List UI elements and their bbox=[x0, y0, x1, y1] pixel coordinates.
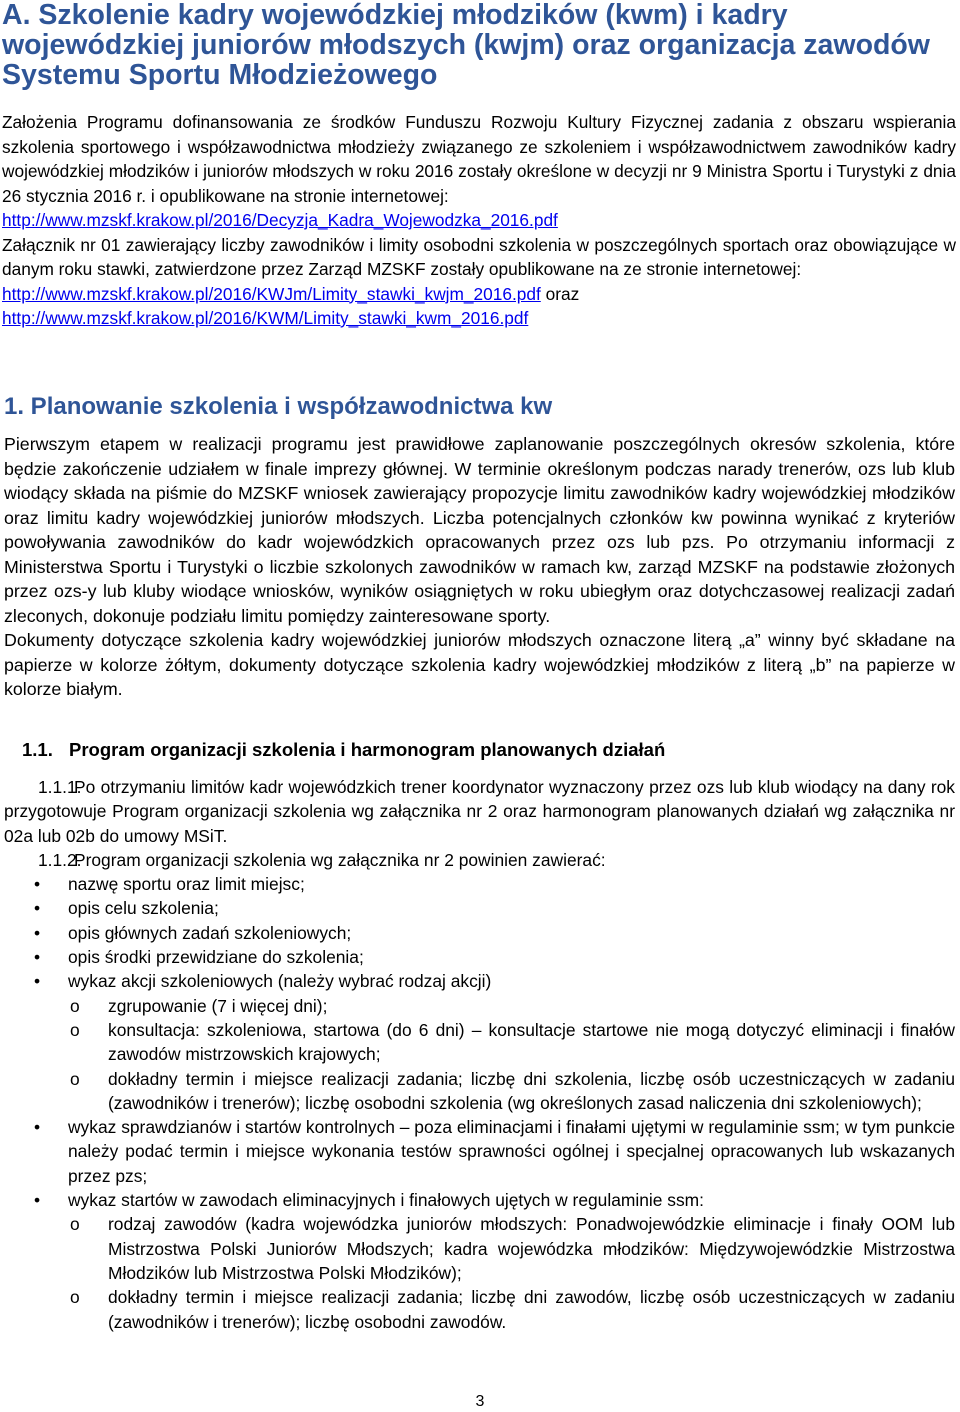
list-item: • opis głównych zadań szkoleniowych; bbox=[4, 921, 955, 945]
section-1-body bbox=[4, 432, 955, 702]
program-contents-list bbox=[4, 872, 955, 993]
list-item: • wykaz akcji szkoleniowych (należy wybrać rodzaj akcji) bbox=[4, 969, 955, 993]
planning-paragraph: Pierwszym etapem w realizacji programu jest prawidłowe zaplanowanie poszczególnych okresów szkolenia, które będzie zakończenie udziałem w finale imprezy głównej. W terminie określonym podczas narady trenerów, ozs lub klub wiodący składa na piśmie do MZSKF wniosek zawierający propozycje limitu zawodników kadry wojewódzkiej młodzików oraz limitu kadry wojewódzkiej juniorów młodszych. Liczba potencjalnych członków kw powinna wynikać z kryteriów powoływania zawodników do kadr wojewódzkich opracowanych przez ozs lub pzs. Po otrzymaniu informacji z Ministerstwa Sportu i Turystyki o liczbie szkolonych zawodników w ramach kw, zarząd MZSKF na podstawie złożonych przez ozs-y lub kluby wiodące wniosków, wyników osiągniętych w roku ubiegłym oraz dotychczasowej realizacji zadań zleconych, dokonuje podziału limitu pomiędzy zainteresowane sporty. bbox=[4, 434, 955, 626]
limits-kwjm-link[interactable]: http://www.mzskf.krakow.pl/2016/KWJm/Limity_stawki_kwjm_2016.pdf bbox=[2, 283, 541, 304]
list-item: • wykaz startów w zawodach eliminacyjnych i finałowych ujętych w regulaminie ssm: bbox=[4, 1188, 955, 1212]
sublist-item: o konsultacja: szkoleniowa, startowa (do 6 dni) – konsultacje startowe nie mogą dotyczyć eliminacji i finałów zawodów mistrzowskich krajowych; bbox=[70, 1019, 955, 1065]
circle-bullet-icon: o bbox=[70, 1214, 80, 1235]
bullet-icon: • bbox=[34, 971, 41, 992]
section-1-1-title: 1.1. Program organizacji szkolenia i harmonogram planowanych działań bbox=[22, 739, 666, 760]
list-item: • opis celu szkolenia; bbox=[4, 896, 955, 920]
section-1-title: 1. Planowanie szkolenia i współzawodnictwa kw bbox=[4, 393, 553, 420]
bullet-icon: • bbox=[34, 1117, 41, 1138]
attachment-paragraph: Załącznik nr 01 zawierający liczby zawodników i limity osobodni szkolenia w poszczególnych sportach oraz obowiązujące w danym roku stawki, zatwierdzone przez Zarząd MZSKF zostały opublikowane na ze stronie internetowej: http://www.mzskf.krakow.pl/2016/KWJm/Limity_stawki_kwjm_2016.pdf oraz http://www.mzskf.krakow.pl/2016/KWM/Limity_stawki_kwm_2016.pdf bbox=[2, 234, 956, 328]
training-actions-sublist bbox=[4, 994, 955, 1115]
paragraph-1-1-1: 1.1.1.Po otrzymaniu limitów kadr wojewódzkich trener koordynator wyznaczony przez ozs lub klub wiodący na dany rok przygotowuje Program organizacji szkolenia wg załącznika nr 2 oraz harmonogram planowanych działań wg załącznika nr 02a lub 02b do umowy MSiT. bbox=[4, 777, 955, 846]
documents-paragraph: Dokumenty dotyczące szkolenia kadry wojewódzkiej juniorów młodszych oznaczone literą „a” winny być składane na papierze w kolorze żółtym, dokumenty dotyczące szkolenia kadry wojewódzkiej młodzików z literą „b” na papierze w kolorze białym. bbox=[4, 630, 955, 699]
program-contents-list-continued bbox=[4, 1115, 955, 1212]
list-item: • opis środki przewidziane do szkolenia; bbox=[4, 945, 955, 969]
bullet-icon: • bbox=[34, 947, 41, 968]
decision-link[interactable]: http://www.mzskf.krakow.pl/2016/Decyzja_Kadra_Wojewodzka_2016.pdf bbox=[2, 210, 558, 230]
paragraph-1-1-2: 1.1.2.Program organizacji szkolenia wg załącznika nr 2 powinien zawierać: bbox=[38, 849, 606, 870]
limits-kwm-link[interactable]: http://www.mzskf.krakow.pl/2016/KWM/Limity_stawki_kwm_2016.pdf bbox=[2, 308, 529, 328]
bullet-icon: • bbox=[34, 922, 41, 943]
list-item: • wykaz sprawdzianów i startów kontrolnych – poza eliminacjami i finałami ujętymi w regulaminie ssm; w tym punkcie należy podać termin i miejsce wykonania testów sprawności ogólnej i specjalnej opracowanych lub wskazanych przez pzs; bbox=[34, 1117, 955, 1186]
sublist-item: o rodzaj zawodów (kadra wojewódzka juniorów młodszych: Ponadwojewódzkie eliminacje i finały OOM lub Mistrzostwa Polski Juniorów Młodszych; kadra wojewódzka młodzików: Międzywojewódzkie Mistrzostwa Młodzików lub Mistrzostwa Polski Młodzików); bbox=[70, 1214, 955, 1283]
bullet-icon: • bbox=[34, 898, 41, 919]
sublist-item: o zgrupowanie (7 i więcej dni); bbox=[4, 994, 955, 1018]
circle-bullet-icon: o bbox=[70, 995, 80, 1016]
intro-paragraph: Założenia Programu dofinansowania ze środków Funduszu Rozwoju Kultury Fizycznej zadania z obszaru wspierania szkolenia sportowego i współzawodnictwa młodzieży związanego ze szkoleniem i współzawodnictwem zawodników kadry wojewódzkiej młodzików i juniorów młodszych w roku 2016 zostały określone w decyzji nr 9 Ministra Sportu i Turystyki z dnia 26 stycznia 2016 r. i opublikowane na stronie internetowej: http://www.mzskf.krakow.pl/2016/Decyzja_Kadra_Wojewodzka_2016.pdf bbox=[2, 112, 956, 230]
sublist-item: o dokładny termin i miejsce realizacji zadania; liczbę dni zawodów, liczbę osób uczestniczących w zadaniu (zawodników i trenerów); liczbę osobodni zawodów. bbox=[70, 1287, 955, 1332]
circle-bullet-icon: o bbox=[70, 1287, 80, 1308]
page-number: 3 bbox=[475, 1393, 485, 1410]
circle-bullet-icon: o bbox=[70, 1019, 80, 1040]
list-item: • nazwę sportu oraz limit miejsc; bbox=[4, 872, 955, 896]
bullet-icon: • bbox=[34, 874, 41, 895]
competitions-sublist bbox=[4, 1212, 955, 1333]
circle-bullet-icon: o bbox=[70, 1068, 80, 1089]
page-title: A. Szkolenie kadry wojewódzkiej młodzików (kwm) i kadry wojewódzkiej juniorów młodszych (kwjm) oraz organizacja zawodów Systemu Sportu Młodzieżowego bbox=[2, 0, 930, 91]
intro-section bbox=[2, 110, 956, 331]
sublist-item: o dokładny termin i miejsce realizacji zadania; liczbę dni szkolenia, liczbę osób uczestniczących w zadaniu (zawodników i trenerów); liczbę osobodni szkolenia (wg określonych zasad naliczenia dni szkoleniowych); bbox=[70, 1068, 955, 1113]
bullet-icon: • bbox=[34, 1190, 41, 1211]
section-1-1-body bbox=[4, 775, 955, 1334]
